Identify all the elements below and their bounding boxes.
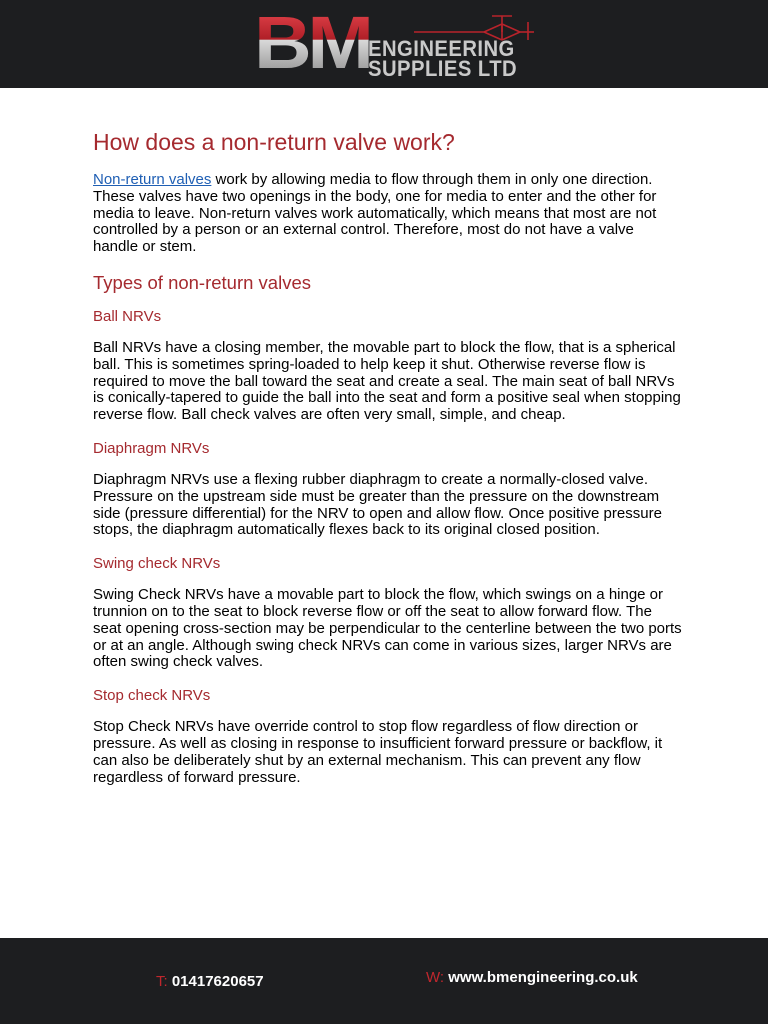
intro-text: work by allowing media to flow through them in only one direction. These valves have two openings in the body, one for media to enter and the other for media to leave. Non-return valves work automatically, which means that most are not controlled by a person or an external control. Therefore, most do not have a valve handle or stem. (93, 171, 657, 256)
logo-engineering-text: ENGINEERING (368, 36, 515, 61)
non-return-valves-link[interactable]: Non-return valves (93, 171, 212, 188)
section-heading: Ball NRVs (93, 307, 162, 325)
section-ball (93, 308, 683, 424)
header-band (0, 0, 768, 88)
web-prefix: W: (426, 969, 445, 986)
phone-contact[interactable] (156, 973, 264, 990)
intro-paragraph (93, 172, 683, 256)
logo-bm-letters: BM (254, 1, 370, 84)
article-title: How does a non-return valve work? (93, 129, 455, 155)
phone-prefix: T: (156, 973, 168, 990)
phone-number[interactable]: 01417620657 (171, 973, 264, 990)
footer-band (0, 938, 768, 1024)
section-diaphragm (93, 440, 683, 539)
logo-supplies-text: SUPPLIES LTD (368, 56, 518, 81)
section-body: Stop Check NRVs have override control to stop flow regardless of flow direction or pressure. As well as closing in response to insufficient forward pressure or backflow, it can also be deliberately shut by an external mechanism. This can prevent any flow regardless of forward pressure. (93, 718, 663, 786)
section-swing-check (93, 555, 683, 671)
section-heading: Swing check NRVs (93, 555, 221, 573)
section-body: Diaphragm NRVs use a flexing rubber diaphragm to create a normally-closed valve. Pressure on the upstream side must be greater than the pressure on the downstream side (pressure differential) for the NRV to open and allow flow. Once positive pressure stops, the diaphragm automatically flexes back to its original closed position. (93, 470, 662, 539)
section-body: Swing Check NRVs have a movable part to block the flow, which swings on a hinge or trunnion on to the seat to block reverse flow or off the seat to allow forward flow. The seat opening cross-section may be perpendicular to the centerline between the two ports or at an angle. Although swing check NRVs can come in various sizes, larger NRVs are often swing check valves. (93, 586, 682, 671)
section-stop-check (93, 687, 683, 786)
website-link[interactable]: www.bmengineering.co.uk (448, 969, 638, 986)
section-heading: Diaphragm NRVs (93, 439, 210, 457)
section-body: Ball NRVs have a closing member, the movable part to block the flow, that is a spherical ball. This is sometimes spring-loaded to help keep it shut. Otherwise reverse flow is required to move the ball toward the seat and create a seal. The main seat of ball NRVs is conically-tapered to guide the ball into the seat and form a positive seal when stopping reverse flow. Ball check valves are often very small, simple, and cheap. (93, 338, 681, 424)
website-contact[interactable] (426, 969, 638, 986)
company-logo[interactable] (254, 1, 534, 84)
types-heading: Types of non-return valves (93, 271, 311, 293)
article (93, 128, 683, 786)
section-heading: Stop check NRVs (93, 687, 211, 705)
